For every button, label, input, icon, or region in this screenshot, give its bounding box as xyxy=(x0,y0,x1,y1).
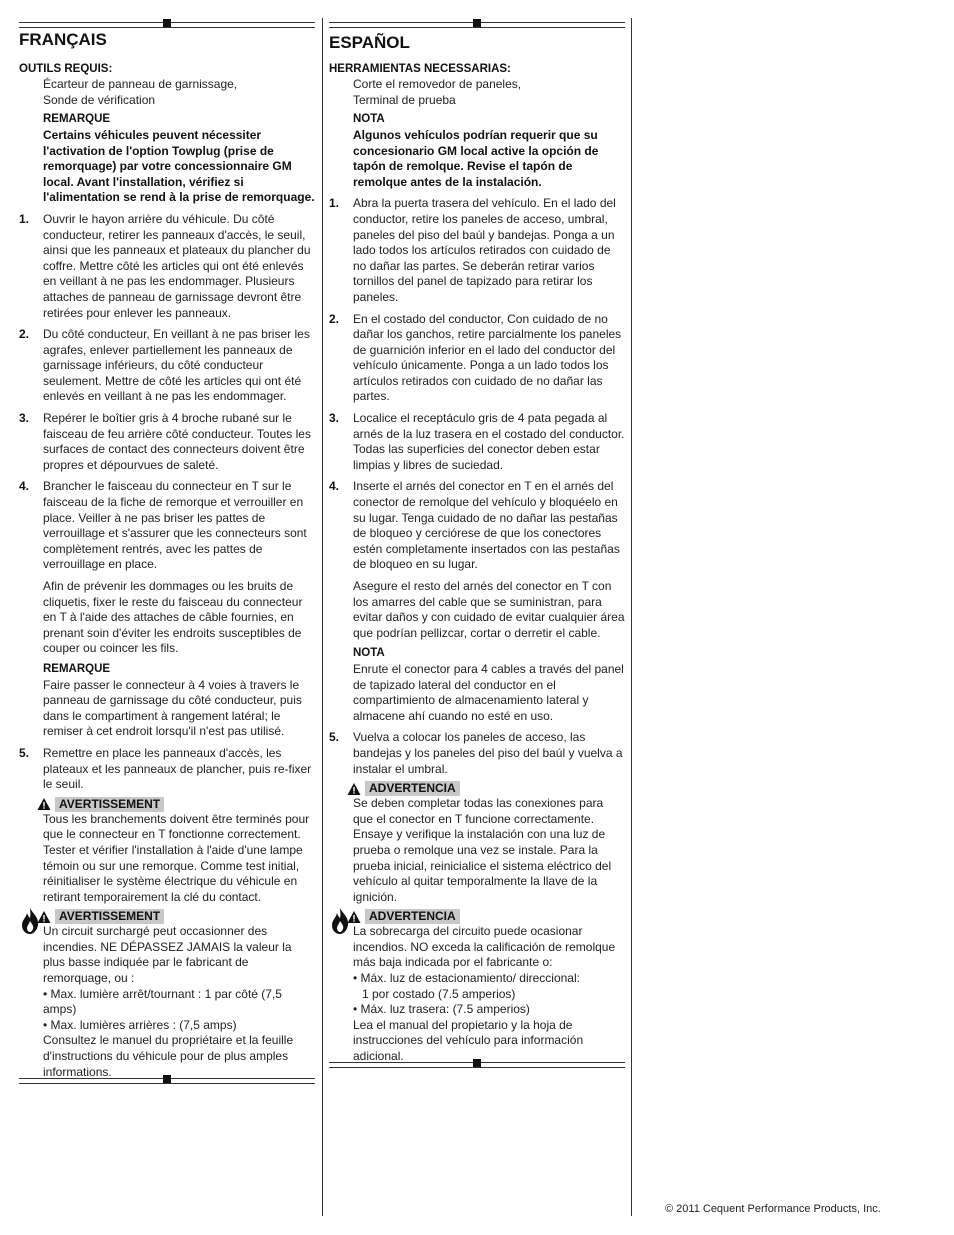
step-number: 3. xyxy=(329,411,340,426)
spanish-column xyxy=(329,35,625,1065)
warning-label: AVERTISSEMENT xyxy=(55,909,164,924)
top-rule-french xyxy=(19,22,315,28)
warning-2-bullet: • Máx. luz trasera: (7.5 amperios) xyxy=(353,1002,530,1017)
top-rule-spanish xyxy=(329,22,625,28)
column-divider-right xyxy=(631,18,632,1216)
warning-2-bullet: • Max. lumières arrières : (7,5 amps) xyxy=(43,1017,237,1032)
warning-label: ADVERTENCIA xyxy=(365,781,460,796)
fire-warning-icon xyxy=(19,907,41,935)
warning-2-tail: Lea el manual del propietario y la hoja de instrucciones del vehículo para información adicional. xyxy=(353,1017,584,1064)
step-4 xyxy=(19,479,315,573)
warning-2 xyxy=(19,909,315,1080)
spanish-title: ESPAÑOL xyxy=(329,33,410,52)
tools-label: HERRAMIENTAS NECESSARIAS: xyxy=(329,62,511,75)
step-2 xyxy=(19,327,315,405)
warning-1-text: Tous les branchements doivent être terminés pour que le connecteur en T fonctionne correctement. Tester et vérifier l'installation à l'aide d'une lampe témoin ou sur une remorque. Comme test initial, réinitialiser le système électrique du véhicule en retirant temporairement la clé du contact. xyxy=(43,811,310,904)
step-number: 5. xyxy=(19,745,30,760)
step-number: 4. xyxy=(329,479,340,494)
step-1 xyxy=(19,212,315,321)
french-column xyxy=(19,32,315,1080)
tool-item: Écarteur de panneau de garnissage, xyxy=(43,77,238,92)
step-4-note-label: REMARQUE xyxy=(43,662,111,675)
step-2 xyxy=(329,312,625,406)
warning-triangle-icon xyxy=(37,797,51,811)
step-text: Repérer le boîtier gris à 4 broche rubané sur le faisceau de feu arrière côté conducteur. Toutes les surfaces de contact des connecteurs doivent être propres et dépourvues de saleté. xyxy=(43,411,311,472)
warning-2-tail: Consultez le manuel du propriétaire et la feuille d'instructions du véhicule pour de plus amples informations. xyxy=(43,1033,294,1079)
step-number: 2. xyxy=(329,311,340,326)
step-4-note: Faire passer le connecteur à 4 voies à travers le panneau de garnissage du côté conducteur, puis dans le compartiment à rangement latéral; le remiser à cet endroit lorsqu'il n'est pas utilisé. xyxy=(43,677,302,739)
tools-label: OUTILS REQUIS: xyxy=(19,62,113,75)
step-5 xyxy=(329,730,625,777)
copyright-footer: © 2011 Cequent Performance Products, Inc. xyxy=(665,1203,881,1215)
step-text: En el costado del conductor, Con cuidado de no dañar los ganchos, retire parcialmente los paneles de guarnición inferior en el lado del conductor del vehículo únicamente. Ponga a un lado todos los artículos retirados con cuidado de no dañar las partes. xyxy=(353,311,622,404)
warning-1-header xyxy=(329,781,625,796)
warning-1-header xyxy=(19,797,315,812)
step-number: 1. xyxy=(19,211,30,226)
step-number: 3. xyxy=(19,411,30,426)
step-4-extra: Asegure el resto del arnés del conector en T con los amarres del cable que se suministran, para evitar daños y con cuidado de evitar cualquier área que podrían pellizcar, cortar o derretir el cable. xyxy=(353,579,625,640)
tool-item: Terminal de prueba xyxy=(353,92,456,107)
step-1 xyxy=(329,196,625,305)
warning-label: ADVERTENCIA xyxy=(365,909,460,924)
tool-item: Sonde de vérification xyxy=(43,92,156,107)
warning-1-text: Se deben completar todas las conexiones para que el conector en T funcione correctamente. Ensaye y verifique la instalación con una luz de prueba o remolque una vez se instale. Para la prueba inicial, reinicialice el sistema eléctrico del vehículo al quitar temporalmente la llave de la ignición. xyxy=(353,796,612,904)
step-5 xyxy=(19,746,315,793)
warning-triangle-icon xyxy=(347,782,361,796)
step-text: Abra la puerta trasera del vehículo. En el lado del conductor, retire los paneles de acceso, umbral, paneles del piso del baúl y bandejas. Ponga a un lado todos los artículos retirados con cuidado de no dañar las partes. Se deberán retirar varios tornillos del panel de tapizado para retirar los paneles. xyxy=(353,196,616,304)
step-number: 4. xyxy=(19,479,30,494)
note-text: Certains véhicules peuvent nécessiter l'activation de l'option Towplug (prise de remorquage) par votre concessionnaire GM local. Avant l'installation, vérifiez si l'alimentation se rend à la prise de remorquage. xyxy=(43,127,315,205)
tool-item: Corte el removedor de paneles, xyxy=(353,77,522,92)
step-3 xyxy=(19,411,315,473)
step-text: Brancher le faisceau du connecteur en T sur le faisceau de la fiche de remorque et verrouiller en place. Veiller à ne pas briser les pattes de verrouillage et s'assurer que les connecteurs sont complètement rentrés, avec les pattes de verrouillage en place. xyxy=(43,479,307,572)
step-text: Localice el receptáculo gris de 4 pata pegada al arnés de la luz trasera en el costado del conductor. Todas las superficies del conector deben estar limpias y libres de suciedad. xyxy=(353,411,625,472)
bottom-rule-french xyxy=(19,1078,315,1084)
warning-label: AVERTISSEMENT xyxy=(55,797,164,812)
french-title: FRANÇAIS xyxy=(19,30,107,49)
step-4 xyxy=(329,479,625,573)
step-number: 5. xyxy=(329,730,340,745)
step-number: 1. xyxy=(329,196,340,211)
warning-2-text: La sobrecarga del circuito puede ocasionar incendios. NO exceda la calificación de remolque más baja indicada por el fabricante o: xyxy=(353,924,616,970)
warning-2-bullet: • Máx. luz de estacionamiento/ direccional: xyxy=(353,971,580,986)
column-divider-left xyxy=(322,18,323,1216)
warning-2-bullet: • Max. lumière arrêt/tournant : 1 par côté (7,5 amps) xyxy=(43,986,282,1017)
step-text: Inserte el arnés del conector en T en el arnés del conector de remolque del vehículo y bloquéelo en su lugar. Tenga cuidado de no dañar las pestañas de bloqueo y cerciórese de que los conectores estén completamente insertados con las pestañas de bloqueo en su lugar. xyxy=(353,479,620,572)
fire-warning-icon xyxy=(329,907,351,935)
warning-2-text: Un circuit surchargé peut occasionner des incendies. NE DÉPASSEZ JAMAIS la valeur la plus basse indiquée par le fabricant de remorquage, ou : xyxy=(43,924,292,986)
warning-2-bullet-cont: 1 por costado (7.5 amperios) xyxy=(362,986,516,1001)
step-4-note: Enrute el conector para 4 cables a través del panel de tapizado lateral del conductor en el compartimiento de almacenamiento lateral y almacene ahí cuando no esté en uso. xyxy=(353,661,624,723)
note-text: Algunos vehículos podrían requerir que su concesionario GM local active la opción de tapón de remolque. Revise el tapón de remolque antes de la instalación. xyxy=(353,127,599,189)
step-4-extra: Afin de prévenir les dommages ou les bruits de cliquetis, fixer le reste du faisceau du connecteur en T à l'aide des attaches de câble fournies, en prenant soin d'éviter les endroits susceptibles de couper ou coincer les fils. xyxy=(43,579,303,656)
step-text: Ouvrir le hayon arrière du véhicule. Du côté conducteur, retirer les panneaux d'accès, le seuil, ainsi que les panneaux et plateaux du plancher du coffre. Mettre côté les articles qui ont été enlevés en veillant à ne pas les endommager. Plusieurs attaches de panneau de garnissage devront être retirées pour enlever les panneaux. xyxy=(43,211,311,320)
step-text: Remettre en place les panneaux d'accès, les plateaux et les panneaux de plancher, puis re-fixer le seuil. xyxy=(43,745,312,792)
step-text: Vuelva a colocar los paneles de acceso, las bandejas y los paneles del piso del baúl y vuelva a instalar el umbral. xyxy=(353,730,623,776)
note-label: REMARQUE xyxy=(43,113,111,126)
step-3 xyxy=(329,411,625,473)
warning-2 xyxy=(329,909,625,1064)
bottom-rule-spanish xyxy=(329,1062,625,1068)
note-label: NOTA xyxy=(353,113,385,126)
step-text: Du côté conducteur, En veillant à ne pas briser les agrafes, enlever partiellement les panneaux de garnissage inférieurs, du côté conducteur seulement. Mettre de côté les articles qui ont été enlevés en veillant à ne pas les endommager. xyxy=(43,327,310,404)
step-number: 2. xyxy=(19,327,30,342)
step-4-note-label: NOTA xyxy=(353,647,385,660)
